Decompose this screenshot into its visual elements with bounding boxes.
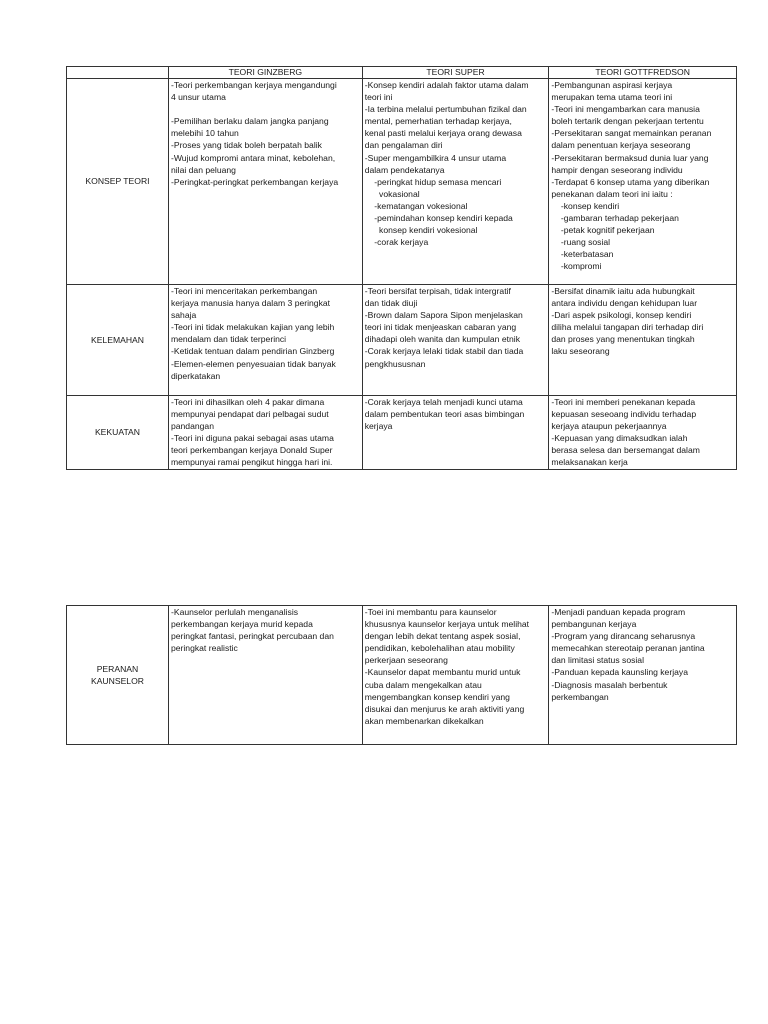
cell-text-line: cuba dalam mengekalkan atau — [364, 679, 482, 690]
table-row-konsep-teori — [67, 79, 737, 285]
cell-text-line: -Ia terbina melalui pertumbuhan fizikal dan — [364, 104, 527, 115]
header-gottfredson: TEORI GOTTFREDSON — [549, 67, 737, 79]
cell-text-line: -Terdapat 6 konsep utama yang diberikan — [551, 176, 710, 187]
cell-text-line: -Elemen-elemen penyesuaian tidak banyak — [170, 358, 336, 369]
table-header-row — [67, 67, 737, 79]
cell-text-line: mendalam dan tidak terperinci — [170, 334, 287, 345]
cell-text-line: -keterbatasan — [551, 249, 614, 260]
cell-text-line: penekanan dalam teori ini iaitu : — [551, 188, 673, 199]
cell-text-line: -Pemilihan berlaku dalam jangka panjang — [170, 116, 329, 127]
cell-text-line: -Teori bersifat terpisah, tidak intergratif — [364, 286, 511, 296]
cell-text-line: dengan lebih dekat tentang aspek sosial, — [364, 631, 521, 642]
cell-text-line: kerjaya — [364, 421, 393, 432]
cell-text-line: dihadapi oleh wanita dan kumpulan etnik — [364, 334, 520, 345]
cell-peranan-ginzberg — [168, 606, 362, 745]
cell-text-line: sahaja — [170, 310, 197, 321]
cell-text-line: mengembangkan konsep kendiri yang — [364, 691, 510, 702]
cell-text-line: laku seseorang — [551, 346, 610, 357]
header-empty-cell — [67, 67, 169, 79]
cell-text-line: pengkhususnan — [364, 358, 426, 369]
cell-text-line: dalam pendekatanya — [364, 164, 445, 175]
cell-text-line: -Teori ini dihasilkan oleh 4 pakar dimana — [170, 397, 325, 407]
cell-text-line: diliha melalui tangapan diri terhadap diri — [551, 322, 704, 333]
table-row-peranan-kaunselor — [67, 606, 737, 745]
cell-kekuatan-super — [362, 396, 549, 470]
cell-text-line: pandangan — [170, 421, 214, 432]
cell-text-line: -Menjadi panduan kepada program — [551, 607, 686, 617]
cell-text-line: antara individu dengan kehidupan luar — [551, 298, 698, 309]
cell-text-line: -peringkat hidup semasa mencari — [364, 176, 502, 187]
cell-text-line: -Proses yang tidak boleh berpatah balik — [170, 140, 322, 151]
cell-text-line: teori ini tidak menjeaskan cabaran yang — [364, 322, 517, 333]
cell-text-line: mempunyai ramai pengikut hingga hari ini. — [170, 457, 333, 468]
cell-text-line — [171, 103, 360, 115]
cell-text-line: -konsep kendiri — [551, 200, 620, 211]
cell-text-line: disukai dan menjurus ke arah aktiviti yang — [364, 703, 525, 714]
cell-text-line: nilai dan peluang — [170, 164, 236, 175]
cell-text-line: -Persekitaran sangat memainkan peranan — [551, 128, 712, 139]
cell-text-line: -kematangan vokesional — [364, 200, 468, 211]
cell-kelemahan-ginzberg — [168, 285, 362, 396]
cell-text-line: -Teori ini tidak melakukan kajian yang lebih — [170, 322, 335, 333]
cell-text-line: -Teori perkembangan kerjaya mengandungi — [170, 80, 337, 90]
cell-text-line: perkembangan — [551, 691, 609, 702]
cell-text-line: memecahkan stereotaip peranan jantina — [551, 643, 705, 654]
row-label-peranan-kaunselor — [67, 606, 169, 745]
cell-text-line: teori ini — [364, 92, 393, 103]
cell-text-line: -corak kerjaya — [364, 237, 429, 248]
cell-text-line: dalam penentuan kerjaya seseorang — [551, 140, 691, 151]
cell-text-line: melebihi 10 tahun — [170, 128, 239, 139]
header-ginzberg: TEORI GINZBERG — [168, 67, 362, 79]
cell-text-line: teori perkembangan kerjaya Donald Super — [170, 445, 333, 456]
cell-text-line: -Brown dalam Sapora Sipon menjelaskan — [364, 310, 523, 321]
cell-peranan-gottfredson — [549, 606, 737, 745]
cell-text-line: peringkat realistic — [170, 643, 238, 654]
cell-text-line: perkembangan kerjaya murid kepada — [170, 619, 313, 630]
cell-text-line: kerjaya manusia hanya dalam 3 peringkat — [170, 298, 331, 309]
cell-text-line: mempunyai pendapat dari pelbagai sudut — [170, 409, 329, 420]
cell-text-line: -Panduan kepada kaunsling kerjaya — [551, 667, 688, 678]
cell-text-line: boleh tertarik dengan pekerjaan tertentu — [551, 116, 704, 127]
cell-text-line: dan proses yang menentukan tingkah — [551, 334, 695, 345]
cell-kekuatan-gottfredson — [549, 396, 737, 470]
header-super: TEORI SUPER — [362, 67, 549, 79]
cell-text-line: -pemindahan konsep kendiri kepada — [364, 213, 513, 224]
cell-text-line: -Diagnosis masalah berbentuk — [551, 679, 668, 690]
row-label-kekuatan: KEKUATAN — [67, 396, 169, 470]
cell-text-line: diperkatakan — [170, 370, 221, 381]
cell-text-line: melaksanakan kerja — [551, 457, 628, 468]
cell-text-line: khususnya kaunselor kerjaya untuk melihat — [364, 619, 530, 630]
cell-text-line: -Corak kerjaya telah menjadi kunci utama — [364, 397, 523, 407]
cell-text-line: pembangunan kerjaya — [551, 619, 637, 630]
cell-text-line: hampir dengan seseorang individu — [551, 164, 683, 175]
cell-text-line: -kompromi — [551, 261, 602, 272]
cell-text-line: -Corak kerjaya lelaki tidak stabil dan tiada — [364, 346, 524, 357]
cell-peranan-super — [362, 606, 549, 745]
cell-kelemahan-super — [362, 285, 549, 396]
cell-text-line: -Teori ini menceritakan perkembangan — [170, 286, 318, 296]
cell-text-line: -Super mengambilkira 4 unsur utama — [364, 152, 507, 163]
cell-text-line: perkerjaan seseorang — [364, 655, 448, 666]
cell-text-line: berasa selesa dan bersemangat dalam — [551, 445, 700, 456]
row-label-konsep-teori: KONSEP TEORI — [67, 79, 169, 285]
cell-text-line: -Dari aspek psikologi, konsep kendiri — [551, 310, 692, 321]
cell-konsep-ginzberg — [168, 79, 362, 285]
theory-comparison-table — [66, 66, 737, 470]
cell-konsep-gottfredson — [549, 79, 737, 285]
cell-text-line: dan tidak diuji — [364, 298, 418, 309]
cell-text-line: kerjaya ataupun pekerjaannya — [551, 421, 667, 432]
cell-text-line: -Teori ini memberi penekanan kepada — [551, 397, 696, 407]
cell-text-line: vokasional — [364, 188, 420, 199]
cell-text-line: -petak kognitif pekerjaan — [551, 225, 655, 236]
cell-text-line: KAUNSELOR — [90, 676, 144, 686]
cell-text-line: -Kaunselor dapat membantu murid untuk — [364, 667, 521, 678]
cell-text-line: -Bersifat dinamik iaitu ada hubungkait — [551, 286, 695, 296]
cell-text-line: -Program yang dirancang seharusnya — [551, 631, 696, 642]
cell-text-line: peringkat fantasi, peringkat percubaan dan — [170, 631, 334, 642]
cell-text-line: -gambaran terhadap pekerjaan — [551, 213, 679, 224]
cell-text-line: -Konsep kendiri adalah faktor utama dalam — [364, 80, 529, 90]
table-row-kelemahan — [67, 285, 737, 396]
cell-text-line: -Ketidak tentuan dalam pendirian Ginzberg — [170, 346, 335, 357]
table-row-kekuatan — [67, 396, 737, 470]
cell-text-line: -Peringkat-peringkat perkembangan kerjaya — [170, 176, 339, 187]
cell-text-line: dalam pembentukan teori asas bimbingan — [364, 409, 525, 420]
cell-text-line: merupakan tema utama teori ini — [551, 92, 673, 103]
cell-text-line: -Pembangunan aspirasi kerjaya — [551, 80, 673, 90]
cell-text-line: PERANAN — [96, 663, 139, 674]
cell-text-line: 4 unsur utama — [170, 92, 226, 103]
cell-text-line: akan membenarkan dikekalkan — [364, 715, 484, 726]
cell-text-line: pendidikan, kebolehalihan atau mobility — [364, 643, 515, 654]
cell-text-line: -Kepuasan yang dimaksudkan ialah — [551, 433, 688, 444]
cell-text-line: -Kaunselor perlulah menganalisis — [170, 607, 299, 617]
cell-text-line: -Persekitaran bermaksud dunia luar yang — [551, 152, 709, 163]
cell-text-line: -Wujud kompromi antara minat, kebolehan, — [170, 152, 336, 163]
cell-text-line: -Teori ini mengambarkan cara manusia — [551, 104, 700, 115]
cell-text-line: konsep kendiri vokesional — [364, 225, 478, 236]
cell-text-line: dan limitasi status sosial — [551, 655, 644, 666]
cell-text-line: kenal pasti melalui kerjaya orang dewasa — [364, 128, 522, 139]
cell-kekuatan-ginzberg — [168, 396, 362, 470]
cell-text-line: -Toei ini membantu para kaunselor — [364, 607, 497, 617]
cell-text-line: kepuasan seseoang individu terhadap — [551, 409, 697, 420]
cell-kelemahan-gottfredson — [549, 285, 737, 396]
peranan-kaunselor-table — [66, 605, 737, 745]
cell-text-line: -ruang sosial — [551, 237, 611, 248]
cell-text-line: -Teori ini diguna pakai sebagai asas utama — [170, 433, 334, 444]
cell-text-line: mental, pemerhatian terhadap kerjaya, — [364, 116, 512, 127]
row-label-kelemahan: KELEMAHAN — [67, 285, 169, 396]
cell-text-line: dan pengalaman diri — [364, 140, 443, 151]
cell-konsep-super — [362, 79, 549, 285]
